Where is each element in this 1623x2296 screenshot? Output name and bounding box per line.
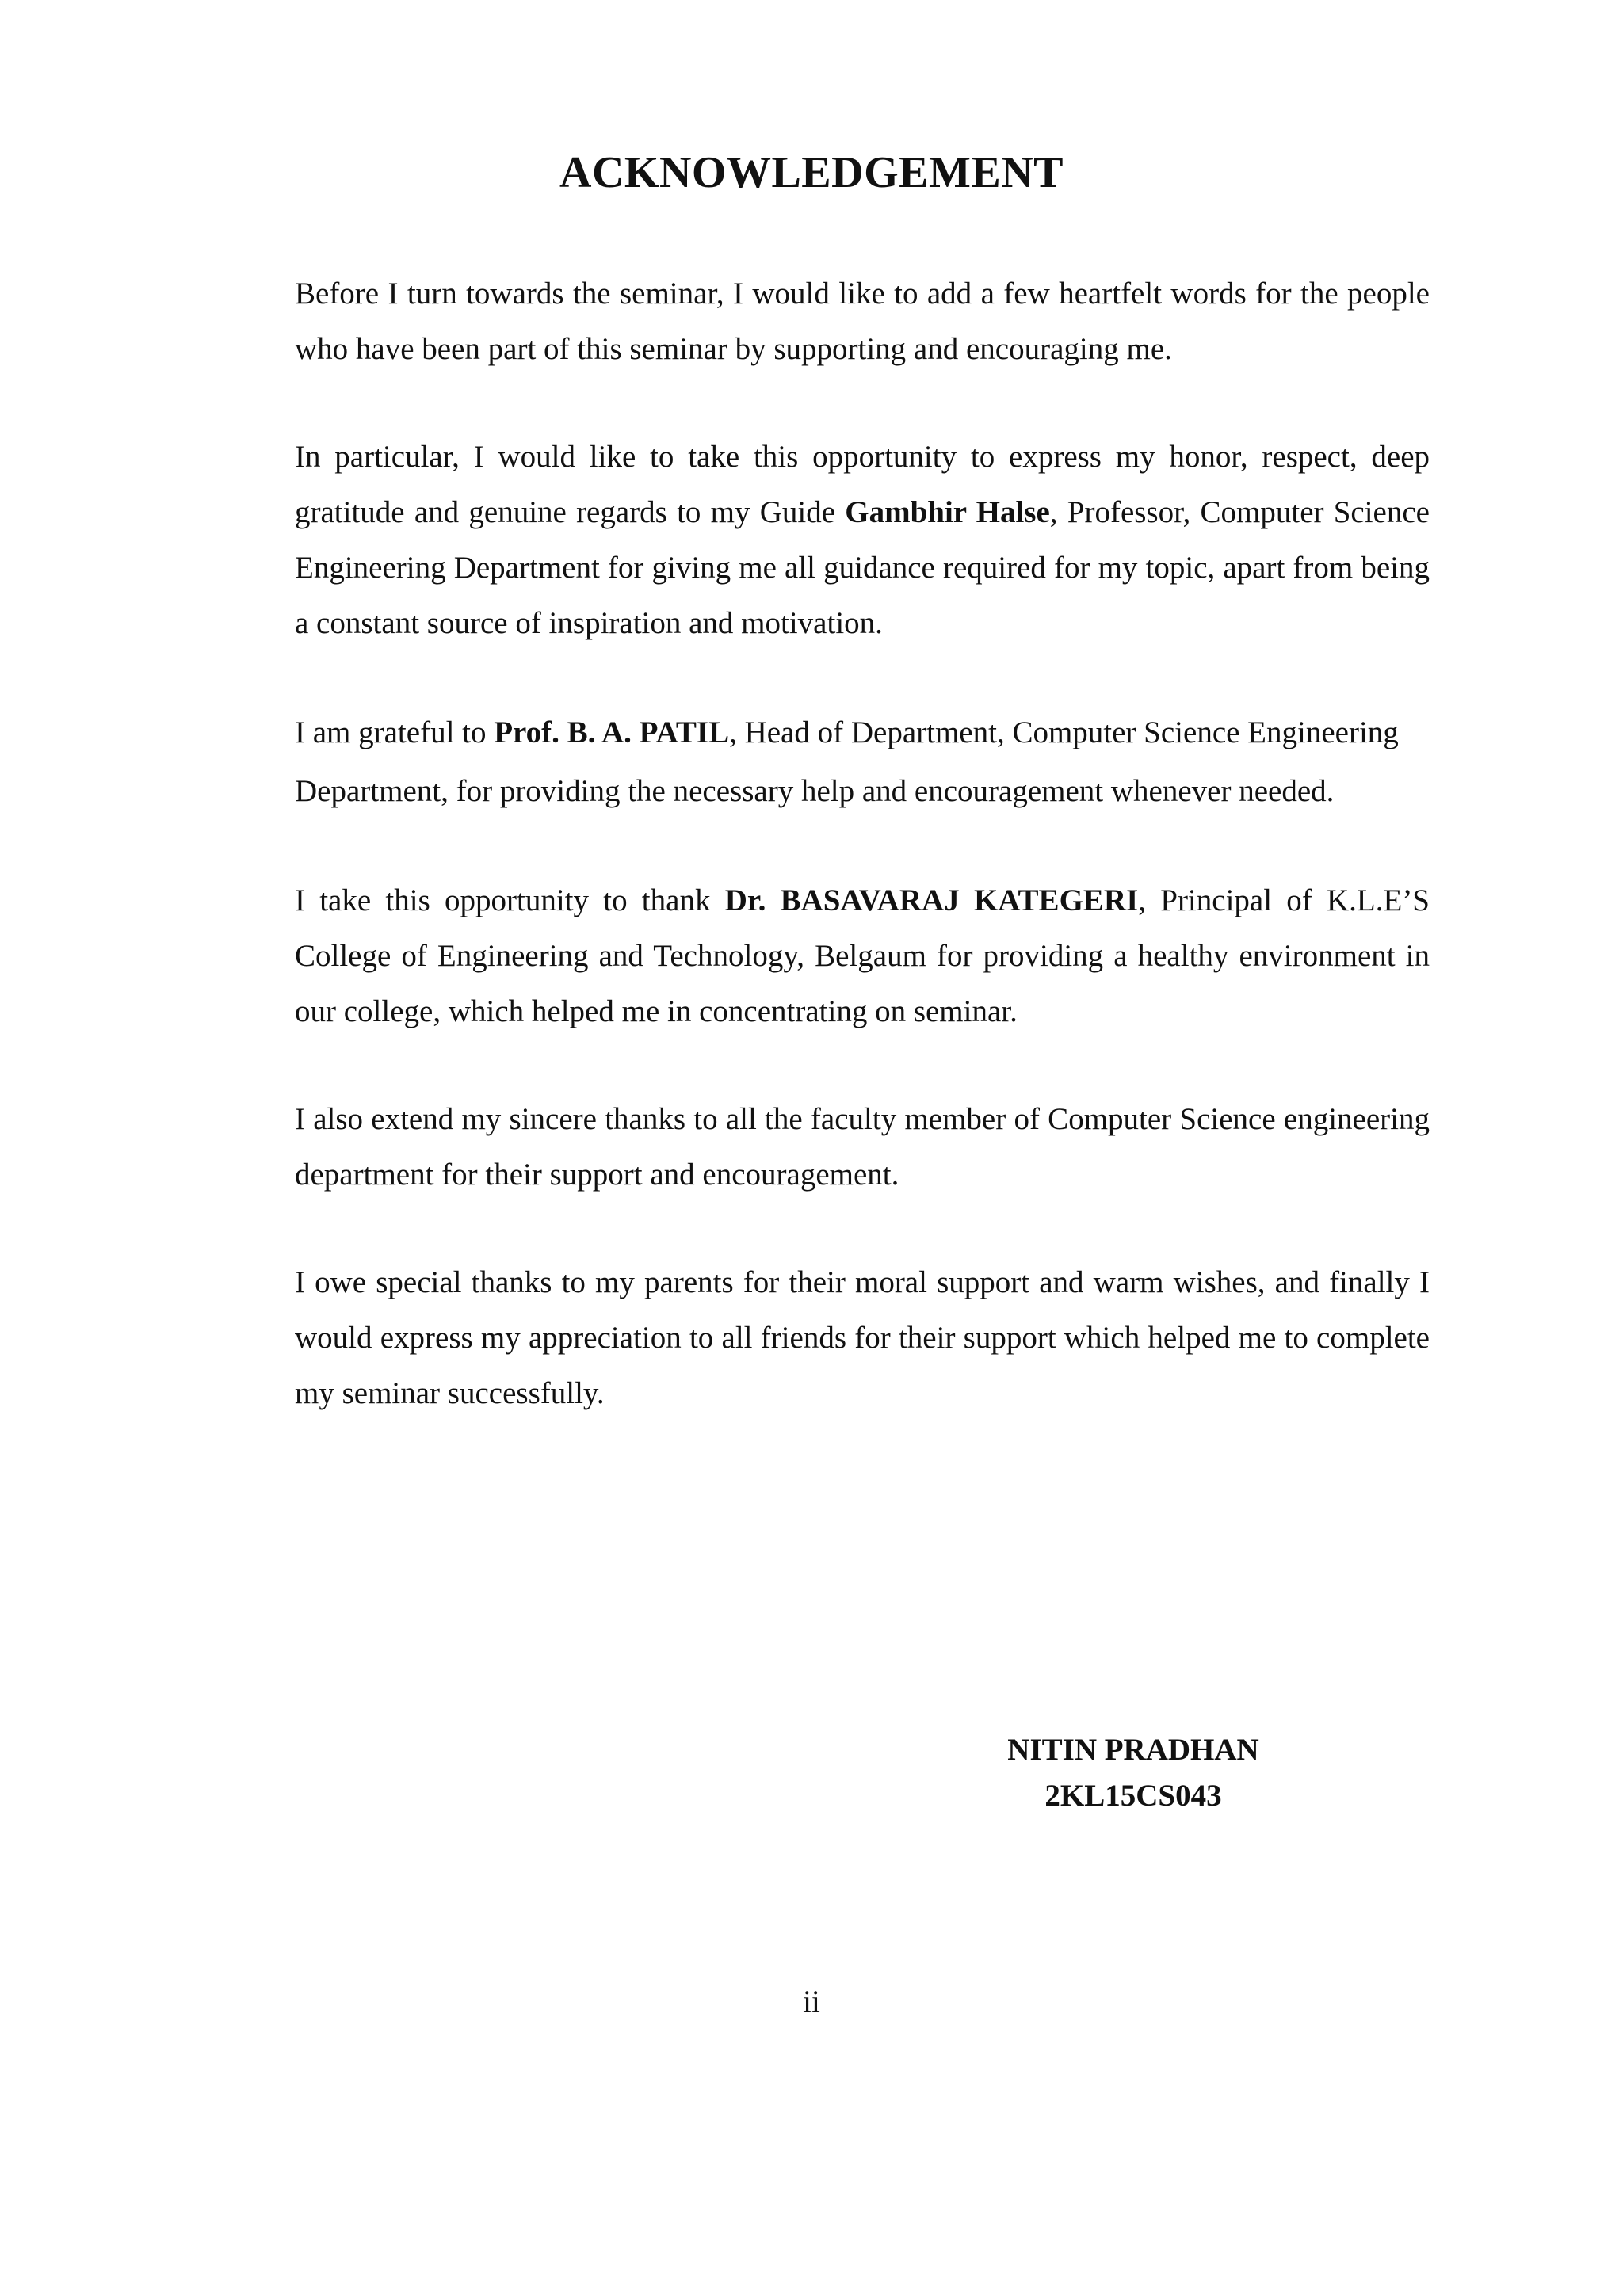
paragraph-faculty (295, 1092, 1430, 1203)
guide-name: Gambhir Halse (845, 495, 1050, 529)
paragraph-principal (295, 873, 1430, 1039)
paragraph-intro (295, 266, 1430, 377)
paragraph-text: I take this opportunity to thank (295, 883, 725, 917)
page-number: ii (803, 1985, 820, 2019)
signature-block (935, 1727, 1331, 1819)
paragraph-text: , Professor, Computer Science Engineering Department for giving me all guidance required for my topic, apart from being a constant source of inspiration and motivation. (295, 495, 1430, 640)
paragraph-text: Before I turn towards the seminar, I would like to add a few heartfelt words for the people who have been part of this seminar by supporting and encouraging me. (295, 277, 1430, 366)
signature-name: NITIN PRADHAN (1007, 1733, 1259, 1767)
paragraph-text: , Principal of K.L.E’S College of Engineering and Technology, Belgaum for providing a healthy environment in our college, which helped me in concentrating on seminar. (295, 883, 1430, 1028)
principal-name: Dr. BASAVARAJ KATEGERI (724, 883, 1139, 917)
paragraph-hod (295, 704, 1430, 821)
signature-usn: 2KL15CS043 (1044, 1779, 1222, 1813)
paragraph-guide (295, 429, 1430, 651)
page-title: ACKNOWLEDGEMENT (559, 148, 1064, 197)
acknowledgement-body (295, 266, 1430, 1474)
paragraph-text: In particular, I would like to take this opportunity to express my honor, respect, deep gratitude and genuine regards to my Guide (295, 440, 1430, 529)
paragraph-parents (295, 1255, 1430, 1421)
hod-name: Prof. B. A. PATIL (494, 715, 730, 749)
paragraph-text: I owe special thanks to my parents for their moral support and warm wishes, and finally I would express my appreciation to all friends for their support which helped me to complete my seminar successfully. (295, 1265, 1430, 1410)
paragraph-text: I am grateful to (295, 715, 495, 749)
paragraph-text: I also extend my sincere thanks to all the faculty member of Computer Science engineering department for their support and encouragement. (295, 1102, 1430, 1192)
paragraph-text: , Head of Department, Computer Science Engineering Department, for providing the necessary help and encouragement whenever needed. (295, 715, 1399, 808)
